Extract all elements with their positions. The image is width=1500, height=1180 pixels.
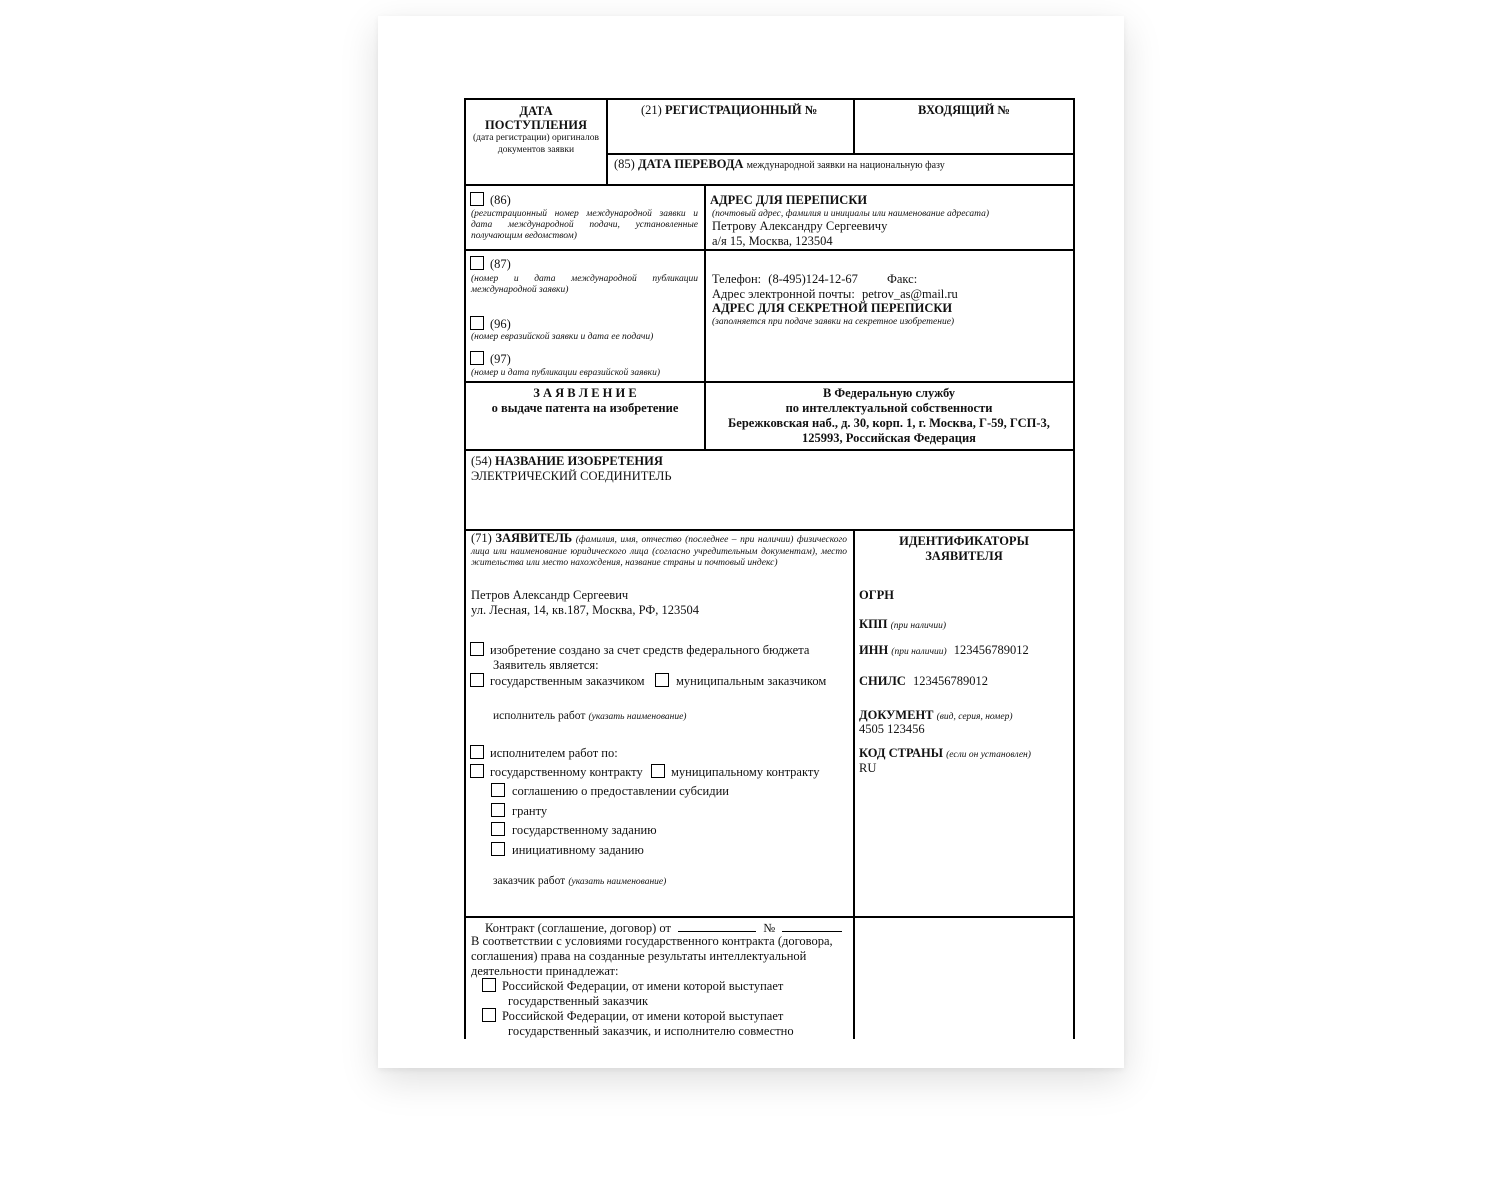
contract-label: Контракт (соглашение, договор) от — [485, 921, 671, 935]
kpp-note: (при наличии) — [890, 621, 946, 631]
recipient-line-4: 125993, Российская Федерация — [802, 431, 976, 445]
field-87-note: (номер и дата международной публикации международной заявки) — [471, 274, 698, 295]
grant-checkbox[interactable] — [491, 803, 505, 817]
field-87-code: (87) — [490, 257, 511, 271]
applicant-note: (фамилия, имя, отчество (последнее – при наличии) физического лица или наименование юридического лица (согласно учредительным документам), место жительства или место нахождения, название страны и почтовый индекс) — [471, 535, 848, 568]
invention-title: НАЗВАНИЕ ИЗОБРЕТЕНИЯ — [494, 454, 663, 468]
rights-rf-joint-checkbox[interactable] — [482, 1008, 496, 1022]
field-86-code: (86) — [490, 193, 511, 207]
federal-budget-label: изобретение создано за счет средств федерального бюджета — [490, 643, 810, 657]
field-97-code: (97) — [490, 352, 511, 366]
rule — [464, 249, 1075, 251]
inn-label: ИНН — [859, 643, 889, 657]
applicant-name: Петров Александр Сергеевич — [471, 588, 629, 602]
rule — [464, 449, 1075, 451]
inn-line — [859, 643, 1029, 658]
snils-value: 123456789012 — [912, 674, 988, 688]
state-contract-checkbox[interactable] — [470, 764, 484, 778]
contract-text-3: деятельности принадлежат: — [471, 964, 619, 978]
document-label: ДОКУМЕНТ — [859, 708, 934, 722]
rights-rf-line-1: Российской Федерации, от имени которой выступает — [502, 979, 784, 993]
state-task-checkbox[interactable] — [491, 822, 505, 836]
snils-line — [859, 674, 988, 689]
phone-value: (8-495)124-12-67 — [768, 272, 858, 286]
field-96-note: (номер евразийской заявки и дата ее подачи) — [471, 332, 654, 342]
municipal-customer-checkbox[interactable] — [655, 673, 669, 687]
field-96-code: (96) — [490, 317, 511, 331]
rights-rf-checkbox[interactable] — [482, 978, 496, 992]
kpp-label: КПП — [859, 617, 888, 631]
secret-correspondence-title: АДРЕС ДЛЯ СЕКРЕТНОЙ ПЕРЕПИСКИ — [712, 301, 953, 315]
reg-number-label — [641, 103, 817, 118]
country-label: КОД СТРАНЫ — [859, 746, 944, 760]
contractor-note: (указать наименование) — [588, 712, 687, 722]
translation-note: международной заявки на национальную фазу — [746, 160, 945, 171]
rule — [1073, 98, 1075, 1039]
rule — [464, 98, 466, 1039]
subsidy-checkbox[interactable] — [491, 783, 505, 797]
document-note: (вид, серия, номер) — [936, 712, 1013, 722]
country-note: (если он установлен) — [946, 750, 1031, 760]
correspondence-name: Петрову Александру Сергеевичу — [712, 219, 888, 233]
recipient-line-2: по интеллектуальной собственности — [785, 401, 993, 415]
receipt-date-title: ДАТА ПОСТУПЛЕНИЯ — [485, 104, 587, 132]
rule — [464, 184, 1075, 186]
field-87-checkbox[interactable] — [470, 256, 484, 270]
applicant-code: (71) — [471, 531, 492, 545]
inn-note: (при наличии) — [891, 647, 947, 657]
contract-text-2: соглашения) права на созданные результаты интеллектуальной — [471, 949, 807, 963]
rule — [606, 153, 1075, 155]
phone-label: Телефон: — [712, 272, 762, 286]
performer-label: исполнителем работ по: — [490, 746, 618, 760]
inn-value: 123456789012 — [953, 643, 1029, 657]
kpp-line — [859, 617, 946, 632]
correspondence-title: АДРЕС ДЛЯ ПЕРЕПИСКИ — [710, 193, 868, 207]
invention-title-value: ЭЛЕКТРИЧЕСКИЙ СОЕДИНИТЕЛЬ — [471, 469, 672, 483]
document-line — [859, 708, 1013, 723]
applicant-header — [471, 533, 847, 570]
statement-subtitle: о выдаче патента на изобретение — [491, 401, 679, 415]
recipient-line-1: В Федеральную службу — [822, 386, 956, 400]
contract-number-blank[interactable] — [782, 919, 842, 932]
customer-note: (указать наименование) — [568, 877, 667, 887]
contractor-line — [493, 708, 686, 724]
rights-rf-joint-line-2: государственный заказчик, и исполнителю совместно — [508, 1024, 794, 1038]
state-customer-label: государственным заказчиком — [490, 674, 645, 688]
initiative-task-label: инициативному заданию — [512, 843, 644, 857]
state-task-label: государственному заданию — [512, 823, 657, 837]
field-97-checkbox[interactable] — [470, 351, 484, 365]
contractor-label: исполнитель работ — [493, 710, 586, 722]
customer-line — [493, 873, 666, 889]
incoming-number-title: ВХОДЯЩИЙ № — [917, 103, 1010, 117]
field-97-note: (номер и дата публикации евразийской заявки) — [471, 368, 661, 378]
contract-text-1: В соответствии с условиями государственного контракта (договора, — [471, 934, 833, 948]
contract-number-sign: № — [763, 921, 776, 935]
applicant-title: ЗАЯВИТЕЛЬ — [495, 531, 573, 545]
municipal-customer-label: муниципальным заказчиком — [676, 674, 827, 688]
rule — [606, 98, 608, 185]
applicant-is-label: Заявитель является: — [493, 658, 599, 672]
identifiers-title: ИДЕНТИФИКАТОРЫ ЗАЯВИТЕЛЯ — [899, 534, 1029, 563]
state-contract-label: государственному контракту — [490, 765, 643, 779]
country-line — [859, 746, 1031, 761]
correspondence-note: (почтовый адрес, фамилия и инициалы или наименование адресата) — [712, 209, 989, 219]
email-label: Адрес электронной почты: — [712, 287, 855, 301]
application-form — [464, 98, 1076, 1039]
invention-code: (54) — [471, 454, 492, 468]
initiative-task-checkbox[interactable] — [491, 842, 505, 856]
document-value: 4505 123456 — [859, 722, 925, 736]
invention-title-label — [471, 454, 663, 469]
rule — [464, 98, 1075, 100]
field-86-note: (регистрационный номер международной заявки и дата международной подачи, установленные получающим ведомством) — [471, 209, 698, 241]
rule — [464, 916, 1075, 918]
country-value: RU — [859, 761, 877, 775]
contract-date-blank[interactable] — [678, 919, 756, 932]
ogrn-label: ОГРН — [859, 588, 895, 602]
federal-budget-checkbox[interactable] — [470, 642, 484, 656]
rule — [853, 529, 855, 1039]
municipal-contract-label: муниципальному контракту — [671, 765, 820, 779]
phone-line — [712, 272, 917, 287]
subsidy-label: соглашению о предоставлении субсидии — [512, 784, 729, 798]
translation-date-label — [614, 157, 945, 173]
email-line — [712, 287, 958, 302]
applicant-address: ул. Лесная, 14, кв.187, Москва, РФ, 123504 — [471, 603, 699, 617]
rights-rf-joint-line-1: Российской Федерации, от имени которой выступает — [502, 1009, 784, 1023]
field-86-checkbox[interactable] — [470, 192, 484, 206]
reg-number-title: РЕГИСТРАЦИОННЫЙ № — [664, 103, 818, 117]
fax-label: Факс: — [887, 272, 918, 286]
grant-label: гранту — [512, 804, 548, 818]
statement-title: З А Я В Л Е Н И Е — [533, 386, 637, 400]
rule — [464, 381, 1075, 383]
email-value: petrov_as@mail.ru — [861, 287, 958, 301]
snils-label: СНИЛС — [859, 674, 906, 688]
reg-number-code: (21) — [641, 103, 662, 117]
rights-rf-line-2: государственный заказчик — [508, 994, 649, 1008]
correspondence-address: а/я 15, Москва, 123504 — [712, 234, 833, 248]
municipal-contract-checkbox[interactable] — [651, 764, 665, 778]
customer-label: заказчик работ — [493, 875, 566, 887]
translation-title: ДАТА ПЕРЕВОДА — [637, 157, 744, 171]
performer-checkbox[interactable] — [470, 745, 484, 759]
state-customer-checkbox[interactable] — [470, 673, 484, 687]
recipient-line-3: Бережковская наб., д. 30, корп. 1, г. Москва, Г-59, ГСП-3, — [728, 416, 1050, 430]
rule — [853, 98, 855, 154]
translation-code: (85) — [614, 157, 635, 171]
secret-correspondence-note: (заполняется при подаче заявки на секретное изобретение) — [712, 317, 955, 327]
field-96-checkbox[interactable] — [470, 316, 484, 330]
receipt-date-note: (дата регистрации) оригиналов документов заявки — [473, 133, 599, 155]
